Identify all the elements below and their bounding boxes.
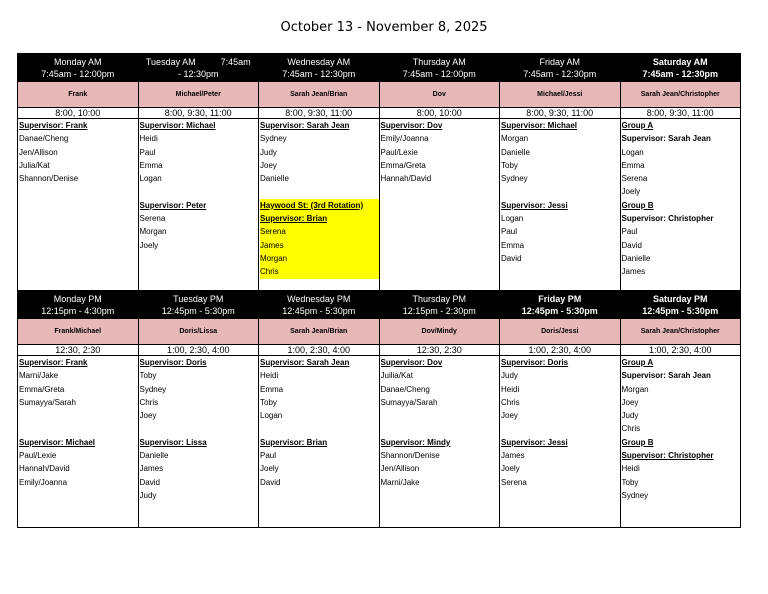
am-times-row — [18, 108, 741, 119]
group-label: Supervisor: Peter — [139, 200, 207, 210]
assignment-name: Serena — [260, 225, 379, 238]
session-times: 8:00, 10:00 — [18, 108, 139, 119]
assignment-cell — [500, 119, 621, 291]
assignment-name: Paul/Lexie — [380, 147, 418, 157]
assignment-name: Shannon/Denise — [19, 174, 79, 184]
assignment-name: Sydney — [621, 490, 649, 500]
assignment-name: Hannah/David — [380, 174, 432, 184]
assignment-name — [19, 409, 138, 422]
assignment-name: Morgan — [260, 252, 379, 265]
assignment-cell — [18, 356, 139, 528]
pm-day-header — [500, 291, 621, 319]
day-name: Thursday AM — [412, 56, 466, 67]
day-name: Friday PM — [538, 293, 582, 304]
assignment-name: Shannon/Denise — [380, 451, 440, 461]
assignment-name: Danielle — [501, 147, 530, 157]
supervisor-names: Doris/Lissa — [138, 319, 259, 345]
supervisor-names: Michael/Jessi — [500, 82, 621, 108]
assignment-name — [19, 422, 138, 435]
assignment-name — [140, 185, 259, 198]
shift-hours: 7:45am - 12:30pm — [523, 68, 597, 79]
session-times: 12:30, 2:30 — [379, 345, 500, 356]
assignment-name: Paul/Lexie — [19, 451, 57, 461]
assignment-name: Emma/Greta — [380, 160, 426, 170]
assignment-name: Morgan — [139, 227, 167, 237]
pm-day-header — [18, 291, 139, 319]
assignment-name: Paul — [501, 227, 518, 237]
group-label: Supervisor: Mindy — [380, 437, 451, 447]
group-label: Haywood St: (3rd Rotation) — [260, 199, 379, 212]
shift-hours: - 12:30pm — [177, 68, 219, 79]
session-times: 8:00, 9:30, 11:00 — [620, 108, 741, 119]
pm-day-header — [138, 291, 259, 319]
pm-assignment-row — [18, 356, 741, 528]
am-day-header — [500, 54, 621, 82]
group-label: Supervisor: Michael — [139, 121, 216, 130]
assignment-name: Emma — [621, 160, 645, 170]
group-label: Supervisor: Christopher — [621, 451, 714, 461]
assignment-name: David — [260, 477, 281, 487]
assignment-name: Judy — [260, 147, 277, 157]
assignment-name: Paul — [260, 451, 277, 461]
pm-times-row — [18, 345, 741, 356]
group-label: Group A — [621, 121, 654, 130]
supervisor-names: Sarah Jean/Christopher — [620, 82, 741, 108]
assignment-name: Joely — [621, 187, 641, 197]
assignment-name: Serena — [621, 174, 648, 184]
assignment-name: Joey — [501, 411, 518, 421]
supervisor-names: Sarah Jean/Christopher — [620, 319, 741, 345]
assignment-name: Joey — [139, 411, 157, 421]
assignment-name: Sumayya/Sarah — [19, 397, 76, 407]
assignment-name: Toby — [621, 477, 639, 487]
assignment-cell — [259, 119, 380, 291]
assignment-name: Emily/Joanna — [380, 134, 429, 144]
assignment-name — [260, 185, 379, 198]
assignment-name: Danae/Cheng — [19, 134, 69, 144]
assignment-name: Judy — [501, 371, 518, 381]
assignment-name — [381, 422, 500, 435]
assignment-name: Chris — [139, 397, 159, 407]
assignment-name: Logan — [260, 411, 283, 421]
day-name: Monday AM — [53, 56, 102, 67]
assignment-name: James — [621, 267, 646, 277]
assignment-name — [381, 409, 500, 422]
day-name: Wednesday AM — [287, 56, 351, 67]
assignment-name: Julia/Kat — [19, 160, 50, 170]
group-label: Supervisor: Michael — [19, 437, 96, 447]
assignment-name: Heidi — [621, 464, 640, 474]
day-name: Thursday PM — [412, 293, 467, 304]
assignment-cell — [620, 356, 741, 528]
group-label: Group B — [621, 200, 654, 210]
group-label: Supervisor: Frank — [19, 121, 88, 130]
am-day-header — [259, 54, 380, 82]
shift-hours: 12:45pm - 5:30pm — [161, 305, 235, 316]
assignment-name: Toby — [501, 160, 518, 170]
group-label: Supervisor: Brian — [260, 437, 328, 447]
group-label: Supervisor: Doris — [139, 358, 207, 367]
assignment-name: Morgan — [621, 384, 649, 394]
am-day-header — [620, 54, 741, 82]
assignment-name: Judy — [139, 490, 157, 500]
day-name: Monday PM — [53, 293, 102, 304]
assignment-name: Serena — [501, 477, 527, 487]
assignment-name: Danae/Cheng — [380, 384, 430, 394]
supervisor-names: Dov/Mindy — [379, 319, 500, 345]
assignment-name: Toby — [260, 397, 277, 407]
assignment-cell — [379, 356, 500, 528]
assignment-name: Morgan — [501, 134, 529, 144]
session-times: 8:00, 9:30, 11:00 — [138, 108, 259, 119]
assignment-name: Chris — [501, 397, 520, 407]
group-label: Supervisor: Michael — [501, 121, 578, 130]
pm-day-header-row — [18, 291, 741, 319]
group-label: Supervisor: Frank — [19, 358, 88, 367]
assignment-cell — [500, 356, 621, 528]
am-day-header — [138, 54, 259, 82]
assignment-cell — [259, 356, 380, 528]
group-label: Supervisor: Sarah Jean — [260, 121, 350, 130]
am-assignment-row — [18, 119, 741, 291]
group-label: Group B — [621, 437, 654, 447]
supervisor-names: Dov — [379, 82, 500, 108]
assignment-name: Joey — [621, 397, 639, 407]
pm-day-header — [379, 291, 500, 319]
assignment-name: Juilia/Kat — [380, 371, 413, 381]
assignment-name — [501, 185, 620, 198]
session-times: 1:00, 2:30, 4:00 — [259, 345, 380, 356]
shift-hours: 7:45am - 12:30pm — [642, 68, 719, 79]
supervisor-names: Frank — [18, 82, 139, 108]
assignment-name — [501, 422, 620, 435]
group-label: Supervisor: Sarah Jean — [621, 134, 711, 144]
session-times: 1:00, 2:30, 4:00 — [138, 345, 259, 356]
group-label: Supervisor: Jessi — [501, 200, 568, 210]
assignment-cell — [18, 119, 139, 291]
assignment-name: Logan — [139, 174, 162, 184]
group-label: Supervisor: Brian — [260, 212, 379, 225]
assignment-name: Serena — [139, 214, 166, 224]
day-name: Saturday PM — [652, 293, 708, 304]
am-day-header-row — [18, 54, 741, 82]
assignment-name: Emily/Joanna — [19, 477, 68, 487]
group-label: Group A — [621, 358, 654, 367]
assignment-name: Emma — [501, 240, 525, 250]
assignment-name: Logan — [501, 214, 524, 224]
am-supervisor-row — [18, 82, 741, 108]
assignment-name: Jen/Allison — [380, 464, 420, 474]
assignment-name: Marni/Jake — [19, 371, 59, 381]
shift-hours: 12:45pm - 5:30pm — [282, 305, 356, 316]
day-name: Tuesday PM — [173, 293, 224, 304]
assignment-name: Sumayya/Sarah — [380, 397, 438, 407]
assignment-name: Chris — [621, 424, 641, 434]
group-label: Supervisor: Lissa — [139, 437, 207, 447]
session-times: 8:00, 9:30, 11:00 — [259, 108, 380, 119]
shift-hours: 12:15pm - 2:30pm — [402, 305, 476, 316]
assignment-name: Emma/Greta — [19, 384, 65, 394]
supervisor-names: Sarah Jean/Brian — [259, 319, 380, 345]
assignment-name — [260, 422, 379, 435]
assignment-name: James — [501, 451, 525, 461]
assignment-name: Danielle — [621, 253, 651, 263]
assignment-name: Sydney — [501, 174, 528, 184]
assignment-name: David — [139, 477, 160, 487]
assignment-name: Heidi — [501, 384, 520, 394]
assignment-name: Paul — [139, 147, 156, 157]
assignment-cell — [138, 119, 259, 291]
assignment-name: Danielle — [260, 174, 289, 184]
assignment-name: Sydney — [260, 134, 287, 144]
assignment-name: Logan — [621, 147, 644, 157]
assignment-name: Joely — [501, 464, 520, 474]
supervisor-names: Doris/Jessi — [500, 319, 621, 345]
session-times: 8:00, 9:30, 11:00 — [500, 108, 621, 119]
group-label: Supervisor: Jessi — [501, 437, 568, 447]
assignment-name: Chris — [260, 265, 379, 278]
session-times: 1:00, 2:30, 4:00 — [620, 345, 741, 356]
shift-hours: 7:45am - 12:00pm — [402, 68, 476, 79]
assignment-name: Heidi — [139, 134, 158, 144]
assignment-cell — [138, 356, 259, 528]
group-label: Supervisor: Christopher — [621, 214, 714, 224]
assignment-name: Hannah/David — [19, 464, 70, 474]
session-times: 12:30, 2:30 — [18, 345, 139, 356]
assignment-name: Sydney — [139, 384, 167, 394]
shift-hours: 7:45am - 12:00pm — [41, 68, 115, 79]
shift-hours: 12:45pm - 5:30pm — [642, 305, 719, 316]
pm-day-header — [259, 291, 380, 319]
supervisor-names: Michael/Peter — [138, 82, 259, 108]
shift-hours: 7:45am - 12:30pm — [282, 68, 356, 79]
assignment-name: Emma — [260, 384, 284, 394]
assignment-name: Joely — [139, 240, 159, 250]
am-schedule-table — [17, 53, 741, 291]
assignment-name — [140, 422, 259, 435]
pm-day-header — [620, 291, 741, 319]
assignment-cell — [620, 119, 741, 291]
session-times: 8:00, 10:00 — [379, 108, 500, 119]
assignment-name: Paul — [621, 227, 638, 237]
assignment-name: Joely — [260, 464, 279, 474]
group-label: Supervisor: Doris — [501, 358, 569, 367]
group-label: Supervisor: Sarah Jean — [260, 358, 350, 367]
day-name: Saturday AM — [652, 56, 708, 67]
day-name: Wednesday PM — [287, 293, 351, 304]
assignment-name: Marni/Jake — [380, 477, 420, 487]
group-label: Supervisor: Dov — [380, 358, 443, 367]
pm-schedule-table — [17, 290, 741, 528]
page-title: October 13 - November 8, 2025 — [280, 20, 488, 35]
supervisor-names: Sarah Jean/Brian — [259, 82, 380, 108]
assignment-name: Heidi — [260, 371, 279, 381]
group-label: Supervisor: Sarah Jean — [621, 371, 711, 381]
supervisor-names: Frank/Michael — [18, 319, 139, 345]
assignment-name: David — [501, 253, 522, 263]
assignment-name: Jen/Allison — [19, 147, 58, 157]
assignment-name: James — [260, 239, 379, 252]
day-name: Tuesday AM 7:45am — [145, 56, 251, 67]
shift-hours: 12:45pm - 5:30pm — [521, 305, 598, 316]
assignment-name: Judy — [621, 411, 639, 421]
group-label: Supervisor: Dov — [380, 121, 443, 130]
pm-supervisor-row — [18, 319, 741, 345]
session-times: 1:00, 2:30, 4:00 — [500, 345, 621, 356]
shift-hours: 12:15pm - 4:30pm — [41, 305, 115, 316]
assignment-name: Toby — [139, 371, 157, 381]
am-day-header — [379, 54, 500, 82]
assignment-name: James — [139, 464, 164, 474]
assignment-cell — [379, 119, 500, 291]
assignment-name: Joey — [260, 160, 277, 170]
am-day-header — [18, 54, 139, 82]
day-name: Friday AM — [539, 56, 580, 67]
assignment-name: Emma — [139, 160, 163, 170]
assignment-name: Danielle — [139, 451, 169, 461]
assignment-name: David — [621, 240, 642, 250]
